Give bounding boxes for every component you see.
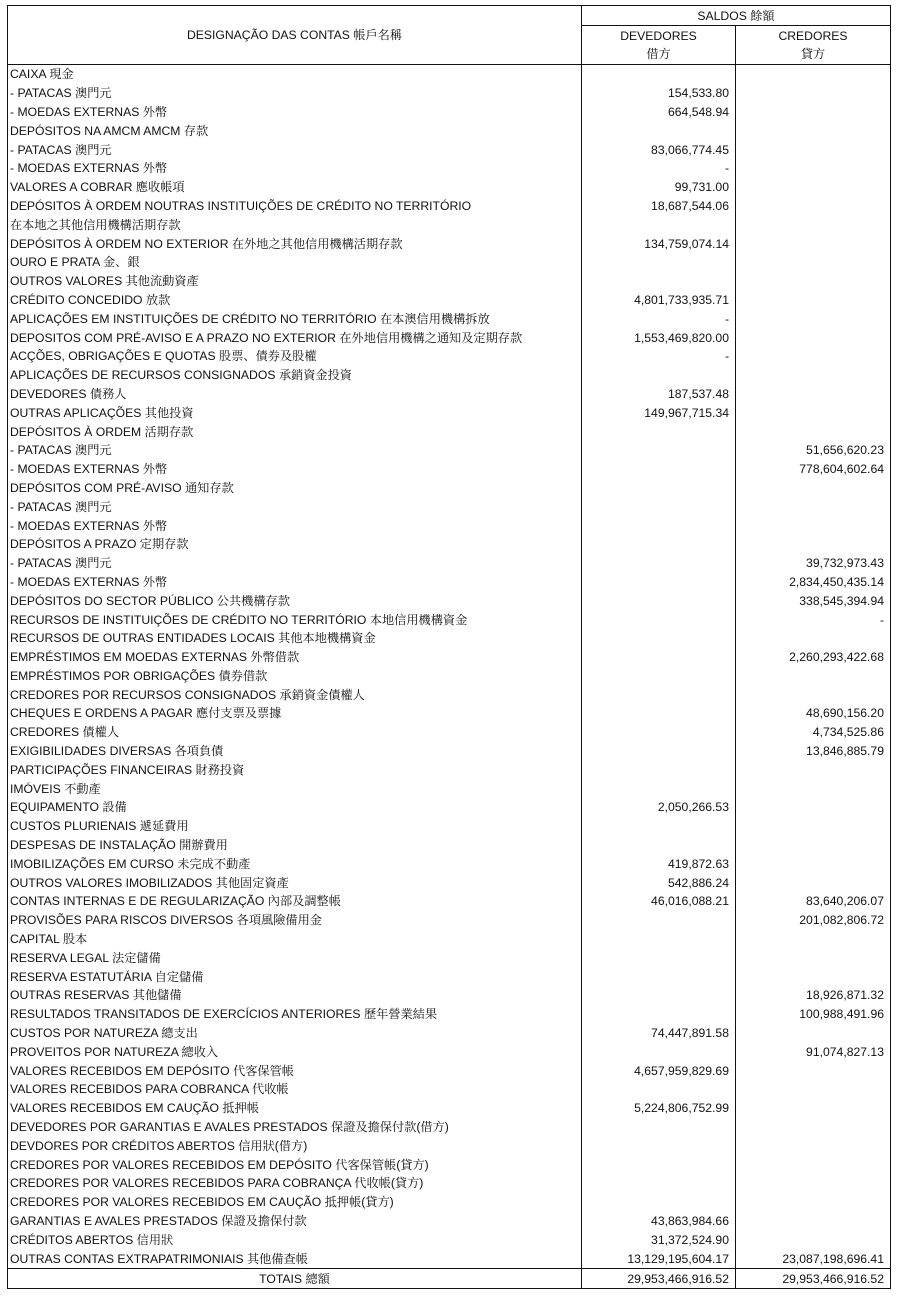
debit-balance — [582, 667, 736, 686]
credit-balance — [736, 1155, 891, 1174]
table-row — [8, 760, 891, 779]
account-designation: OUTROS VALORES IMOBILIZADOS 其他固定資產 — [8, 873, 582, 892]
credit-balance — [736, 629, 891, 648]
credit-balance — [736, 873, 891, 892]
credit-balance — [736, 178, 891, 197]
debit-balance: 542,886.24 — [582, 873, 736, 892]
credit-balance — [736, 65, 891, 84]
credit-balance: - — [736, 610, 891, 629]
debit-balance — [582, 441, 736, 460]
debit-balance: 46,016,088.21 — [582, 892, 736, 911]
credores-label: CREDORES — [778, 29, 848, 43]
debit-balance: 149,967,715.34 — [582, 403, 736, 422]
table-row — [8, 1193, 891, 1212]
debit-balance — [582, 779, 736, 798]
account-designation: RECURSOS DE OUTRAS ENTIDADES LOCAIS 其他本地機構資金 — [8, 629, 582, 648]
debit-balance — [582, 591, 736, 610]
account-designation: DEVEDORES 債務人 — [8, 385, 582, 404]
account-designation: DEPÓSITOS DO SECTOR PÚBLICO 公共機構存款 — [8, 591, 582, 610]
account-designation: DEPÓSITOS À ORDEM NO EXTERIOR 在外地之其他信用機構活期存款 — [8, 234, 582, 253]
table-row — [8, 253, 891, 272]
account-designation: RECURSOS DE INSTITUIÇÕES DE CRÉDITO NO TERRITÓRIO 本地信用機構資金 — [8, 610, 582, 629]
account-designation: GARANTIAS E AVALES PRESTADOS 保證及擔保付款 — [8, 1212, 582, 1231]
debit-balance — [582, 253, 736, 272]
debit-balance: - — [582, 159, 736, 178]
debit-balance — [582, 967, 736, 986]
account-designation: VALORES A COBRAR 應收帳項 — [8, 178, 582, 197]
credit-balance — [736, 366, 891, 385]
debit-balance — [582, 817, 736, 836]
debit-balance — [582, 1118, 736, 1137]
debit-balance — [582, 1136, 736, 1155]
account-designation: ACÇÕES, OBRIGAÇÕES E QUOTAS 股票、債券及股權 — [8, 347, 582, 366]
debit-balance: 664,548.94 — [582, 103, 736, 122]
credit-balance — [736, 309, 891, 328]
table-row — [8, 197, 891, 216]
account-designation: - PATACAS 澳門元 — [8, 554, 582, 573]
account-designation: EMPRÉSTIMOS EM MOEDAS EXTERNAS 外幣借款 — [8, 648, 582, 667]
credit-balance: 23,087,198,696.41 — [736, 1249, 891, 1268]
credit-balance — [736, 967, 891, 986]
account-designation: - PATACAS 澳門元 — [8, 84, 582, 103]
devedores-header — [582, 26, 736, 65]
credit-balance — [736, 103, 891, 122]
account-designation: CREDORES POR VALORES RECEBIDOS EM DEPÓSITO 代客保管帳(貸方) — [8, 1155, 582, 1174]
devedores-label: DEVEDORES — [620, 29, 697, 43]
credit-balance — [736, 760, 891, 779]
credit-balance — [736, 667, 891, 686]
table-row — [8, 1080, 891, 1099]
table-row — [8, 629, 891, 648]
debit-balance: 74,447,891.58 — [582, 1024, 736, 1043]
debit-balance — [582, 460, 736, 479]
credit-balance: 48,690,156.20 — [736, 704, 891, 723]
debit-balance — [582, 1005, 736, 1024]
credit-balance: 83,640,206.07 — [736, 892, 891, 911]
table-row — [8, 65, 891, 84]
account-designation: VALORES RECEBIDOS EM CAUÇÃO 抵押帳 — [8, 1099, 582, 1118]
table-row — [8, 497, 891, 516]
table-row — [8, 159, 891, 178]
account-designation: RESULTADOS TRANSITADOS DE EXERCÍCIOS ANTERIORES 歷年營業結果 — [8, 1005, 582, 1024]
credit-balance — [736, 836, 891, 855]
debit-balance — [582, 986, 736, 1005]
table-row — [8, 911, 891, 930]
table-row — [8, 967, 891, 986]
account-designation: DEVDORES POR CRÉDITOS ABERTOS 信用狀(借方) — [8, 1136, 582, 1155]
account-designation: CUSTOS POR NATUREZA 總支出 — [8, 1024, 582, 1043]
devedores-label-chinese: 借方 — [646, 47, 671, 61]
table-row — [8, 234, 891, 253]
account-designation: IMOBILIZAÇÕES EM CURSO 未完成不動產 — [8, 854, 582, 873]
table-row — [8, 1005, 891, 1024]
debit-balance: 2,050,266.53 — [582, 798, 736, 817]
account-designation: OUTRAS APLICAÇÕES 其他投資 — [8, 403, 582, 422]
credit-balance — [736, 497, 891, 516]
debit-balance — [582, 1042, 736, 1061]
credit-balance — [736, 140, 891, 159]
account-designation: - MOEDAS EXTERNAS 外幣 — [8, 460, 582, 479]
credit-balance — [736, 422, 891, 441]
credit-balance: 2,834,450,435.14 — [736, 573, 891, 592]
table-footer — [8, 1269, 891, 1289]
account-designation: CAIXA 現金 — [8, 65, 582, 84]
credit-balance — [736, 535, 891, 554]
credit-balance — [736, 798, 891, 817]
account-designation: VALORES RECEBIDOS EM DEPÓSITO 代客保管帳 — [8, 1061, 582, 1080]
debit-balance: 99,731.00 — [582, 178, 736, 197]
table-row — [8, 1136, 891, 1155]
credit-balance — [736, 347, 891, 366]
debit-balance — [582, 1193, 736, 1212]
account-designation: - MOEDAS EXTERNAS 外幣 — [8, 516, 582, 535]
credit-balance — [736, 479, 891, 498]
table-row — [8, 328, 891, 347]
table-row — [8, 798, 891, 817]
debit-balance: 1,553,469,820.00 — [582, 328, 736, 347]
table-row — [8, 460, 891, 479]
account-designation: EQUIPAMENTO 設備 — [8, 798, 582, 817]
credit-balance: 4,734,525.86 — [736, 723, 891, 742]
table-row — [8, 291, 891, 310]
account-designation: PROVEITOS POR NATUREZA 總收入 — [8, 1042, 582, 1061]
debit-balance — [582, 610, 736, 629]
debit-balance — [582, 65, 736, 84]
table-row — [8, 1118, 891, 1137]
table-row — [8, 986, 891, 1005]
account-designation: CUSTOS PLURIENAIS 遞延費用 — [8, 817, 582, 836]
credit-balance — [736, 516, 891, 535]
account-designation: PROVISÕES PARA RISCOS DIVERSOS 各項風險備用金 — [8, 911, 582, 930]
table-row — [8, 272, 891, 291]
debit-balance — [582, 1155, 736, 1174]
account-designation: CHEQUES E ORDENS A PAGAR 應付支票及票據 — [8, 704, 582, 723]
debit-balance: 31,372,524.90 — [582, 1230, 736, 1249]
credit-balance — [736, 948, 891, 967]
account-designation: DEPÓSITOS A PRAZO 定期存款 — [8, 535, 582, 554]
debit-balance — [582, 535, 736, 554]
debit-balance — [582, 1174, 736, 1193]
debit-balance: 187,537.48 — [582, 385, 736, 404]
credit-balance — [736, 215, 891, 234]
table-row — [8, 121, 891, 140]
debit-balance: 4,801,733,935.71 — [582, 291, 736, 310]
debit-balance: 43,863,984.66 — [582, 1212, 736, 1231]
table-row — [8, 1230, 891, 1249]
table-header — [8, 6, 891, 65]
table-row — [8, 610, 891, 629]
credit-balance — [736, 385, 891, 404]
debit-balance: 83,066,774.45 — [582, 140, 736, 159]
credit-balance — [736, 1230, 891, 1249]
table-row — [8, 667, 891, 686]
account-designation: RESERVA ESTATUTÁRIA 自定儲備 — [8, 967, 582, 986]
table-row — [8, 140, 891, 159]
account-designation: CREDORES 債權人 — [8, 723, 582, 742]
totals-credit: 29,953,466,916.52 — [736, 1269, 891, 1289]
credit-balance — [736, 84, 891, 103]
account-designation: DESPESAS DE INSTALAÇÃO 開辦費用 — [8, 836, 582, 855]
account-designation: DEPÓSITOS À ORDEM NOUTRAS INSTITUIÇÕES DE CRÉDITO NO TERRITÓRIO — [8, 197, 582, 216]
table-row — [8, 103, 891, 122]
debit-balance: 154,533.80 — [582, 84, 736, 103]
debit-balance: 4,657,959,829.69 — [582, 1061, 736, 1080]
debit-balance — [582, 479, 736, 498]
account-designation: - PATACAS 澳門元 — [8, 497, 582, 516]
credit-balance — [736, 1061, 891, 1080]
table-row — [8, 573, 891, 592]
account-designation: OURO E PRATA 金、銀 — [8, 253, 582, 272]
account-designation: VALORES RECEBIDOS PARA COBRANCA 代收帳 — [8, 1080, 582, 1099]
table-row — [8, 366, 891, 385]
debit-balance — [582, 422, 736, 441]
account-designation: CONTAS INTERNAS E DE REGULARIZAÇÃO 內部及調整帳 — [8, 892, 582, 911]
saldos-header: SALDOS 餘額 — [582, 6, 891, 26]
credit-balance: 18,926,871.32 — [736, 986, 891, 1005]
account-designation: PARTICIPAÇÕES FINANCEIRAS 財務投資 — [8, 760, 582, 779]
table-row — [8, 347, 891, 366]
table-row — [8, 948, 891, 967]
table-row — [8, 1155, 891, 1174]
debit-balance — [582, 723, 736, 742]
table-row — [8, 1024, 891, 1043]
credit-balance: 338,545,394.94 — [736, 591, 891, 610]
debit-balance: 419,872.63 — [582, 854, 736, 873]
credit-balance: 100,988,491.96 — [736, 1005, 891, 1024]
table-row — [8, 215, 891, 234]
credit-balance: 39,732,973.43 — [736, 554, 891, 573]
debit-balance — [582, 573, 736, 592]
debit-balance — [582, 272, 736, 291]
table-row — [8, 516, 891, 535]
credit-balance — [736, 234, 891, 253]
debit-balance — [582, 685, 736, 704]
account-designation: CREDORES POR RECURSOS CONSIGNADOS 承銷資金債權人 — [8, 685, 582, 704]
table-row — [8, 1099, 891, 1118]
totals-label: TOTAIS 總額 — [8, 1269, 582, 1289]
account-designation: CREDORES POR VALORES RECEBIDOS EM CAUÇÃO 抵押帳(貸方) — [8, 1193, 582, 1212]
table-row — [8, 84, 891, 103]
debit-balance: 13,129,195,604.17 — [582, 1249, 736, 1268]
account-designation: OUTROS VALORES 其他流動資產 — [8, 272, 582, 291]
designation-header: DESIGNAÇÃO DAS CONTAS 帳戶名稱 — [8, 6, 582, 65]
credit-balance — [736, 121, 891, 140]
credit-balance — [736, 817, 891, 836]
debit-balance — [582, 1080, 736, 1099]
debit-balance — [582, 366, 736, 385]
table-row — [8, 817, 891, 836]
debit-balance — [582, 629, 736, 648]
credit-balance — [736, 403, 891, 422]
totals-debit: 29,953,466,916.52 — [582, 1269, 736, 1289]
debit-balance: 18,687,544.06 — [582, 197, 736, 216]
account-designation: DEPOSITOS COM PRÉ-AVISO E A PRAZO NO EXTERIOR 在外地信用機構之通知及定期存款 — [8, 328, 582, 347]
table-row — [8, 591, 891, 610]
account-designation: OUTRAS CONTAS EXTRAPATRIMONIAIS 其他備查帳 — [8, 1249, 582, 1268]
account-designation: CRÉDITOS ABERTOS 信用狀 — [8, 1230, 582, 1249]
table-row — [8, 873, 891, 892]
account-designation: APLICAÇÕES EM INSTITUIÇÕES DE CRÉDITO NO TERRITÓRIO 在本澳信用機構拆放 — [8, 309, 582, 328]
credit-balance — [736, 930, 891, 949]
debit-balance: 5,224,806,752.99 — [582, 1099, 736, 1118]
credit-balance: 201,082,806.72 — [736, 911, 891, 930]
table-row — [8, 892, 891, 911]
account-designation: EMPRÉSTIMOS POR OBRIGAÇÕES 債券借款 — [8, 667, 582, 686]
debit-balance — [582, 121, 736, 140]
debit-balance: - — [582, 309, 736, 328]
table-row — [8, 422, 891, 441]
account-designation: OUTRAS RESERVAS 其他儲備 — [8, 986, 582, 1005]
account-designation: 在本地之其他信用機構活期存款 — [8, 215, 582, 234]
credit-balance — [736, 854, 891, 873]
table-row — [8, 854, 891, 873]
credores-header — [736, 26, 891, 65]
account-designation: - MOEDAS EXTERNAS 外幣 — [8, 103, 582, 122]
totals-row — [8, 1269, 891, 1289]
table-row — [8, 930, 891, 949]
account-designation: DEPÓSITOS NA AMCM AMCM 存款 — [8, 121, 582, 140]
table-row — [8, 385, 891, 404]
debit-balance: 134,759,074.14 — [582, 234, 736, 253]
debit-balance — [582, 760, 736, 779]
table-row — [8, 535, 891, 554]
table-row — [8, 554, 891, 573]
account-designation: RESERVA LEGAL 法定儲備 — [8, 948, 582, 967]
debit-balance — [582, 836, 736, 855]
table-row — [8, 742, 891, 761]
credit-balance — [736, 272, 891, 291]
table-row — [8, 178, 891, 197]
debit-balance — [582, 215, 736, 234]
table-row — [8, 1042, 891, 1061]
debit-balance — [582, 930, 736, 949]
account-designation: DEPÓSITOS À ORDEM 活期存款 — [8, 422, 582, 441]
account-designation: - MOEDAS EXTERNAS 外幣 — [8, 159, 582, 178]
credit-balance: 778,604,602.64 — [736, 460, 891, 479]
credit-balance — [736, 197, 891, 216]
credit-balance: 13,846,885.79 — [736, 742, 891, 761]
table-row — [8, 723, 891, 742]
credit-balance — [736, 1212, 891, 1231]
debit-balance — [582, 648, 736, 667]
credit-balance: 2,260,293,422.68 — [736, 648, 891, 667]
table-row — [8, 479, 891, 498]
credit-balance — [736, 1024, 891, 1043]
table-row — [8, 403, 891, 422]
accounts-balance-table — [7, 5, 891, 1289]
credit-balance — [736, 779, 891, 798]
table-row — [8, 685, 891, 704]
credit-balance — [736, 685, 891, 704]
account-designation: DEVEDORES POR GARANTIAS E AVALES PRESTADOS 保證及擔保付款(借方) — [8, 1118, 582, 1137]
account-designation: - PATACAS 澳門元 — [8, 140, 582, 159]
table-body — [8, 65, 891, 1269]
table-row — [8, 648, 891, 667]
credit-balance — [736, 1080, 891, 1099]
debit-balance — [582, 554, 736, 573]
account-designation: CAPITAL 股本 — [8, 930, 582, 949]
credit-balance — [736, 1193, 891, 1212]
table-row — [8, 704, 891, 723]
table-row — [8, 441, 891, 460]
debit-balance — [582, 497, 736, 516]
debit-balance — [582, 911, 736, 930]
credit-balance — [736, 1136, 891, 1155]
credit-balance — [736, 291, 891, 310]
credit-balance — [736, 1174, 891, 1193]
credit-balance — [736, 1118, 891, 1137]
table-row — [8, 1061, 891, 1080]
debit-balance — [582, 948, 736, 967]
account-designation: DEPÓSITOS COM PRÉ-AVISO 通知存款 — [8, 479, 582, 498]
table-row — [8, 836, 891, 855]
table-row — [8, 1174, 891, 1193]
credit-balance: 51,656,620.23 — [736, 441, 891, 460]
table-row — [8, 309, 891, 328]
credit-balance — [736, 1099, 891, 1118]
account-designation: IMÓVEIS 不動產 — [8, 779, 582, 798]
account-designation: APLICAÇÕES DE RECURSOS CONSIGNADOS 承銷資金投資 — [8, 366, 582, 385]
account-designation: - MOEDAS EXTERNAS 外幣 — [8, 573, 582, 592]
account-designation: - PATACAS 澳門元 — [8, 441, 582, 460]
table-row — [8, 1249, 891, 1268]
account-designation: CRÉDITO CONCEDIDO 放款 — [8, 291, 582, 310]
debit-balance: - — [582, 347, 736, 366]
debit-balance — [582, 704, 736, 723]
debit-balance — [582, 516, 736, 535]
credit-balance — [736, 159, 891, 178]
account-designation: EXIGIBILIDADES DIVERSAS 各項負債 — [8, 742, 582, 761]
table-row — [8, 779, 891, 798]
table-row — [8, 1212, 891, 1231]
credit-balance — [736, 328, 891, 347]
account-designation: CREDORES POR VALORES RECEBIDOS PARA COBRANÇA 代收帳(貸方) — [8, 1174, 582, 1193]
credores-label-chinese: 貸方 — [800, 47, 826, 61]
debit-balance — [582, 742, 736, 761]
credit-balance: 91,074,827.13 — [736, 1042, 891, 1061]
credit-balance — [736, 253, 891, 272]
